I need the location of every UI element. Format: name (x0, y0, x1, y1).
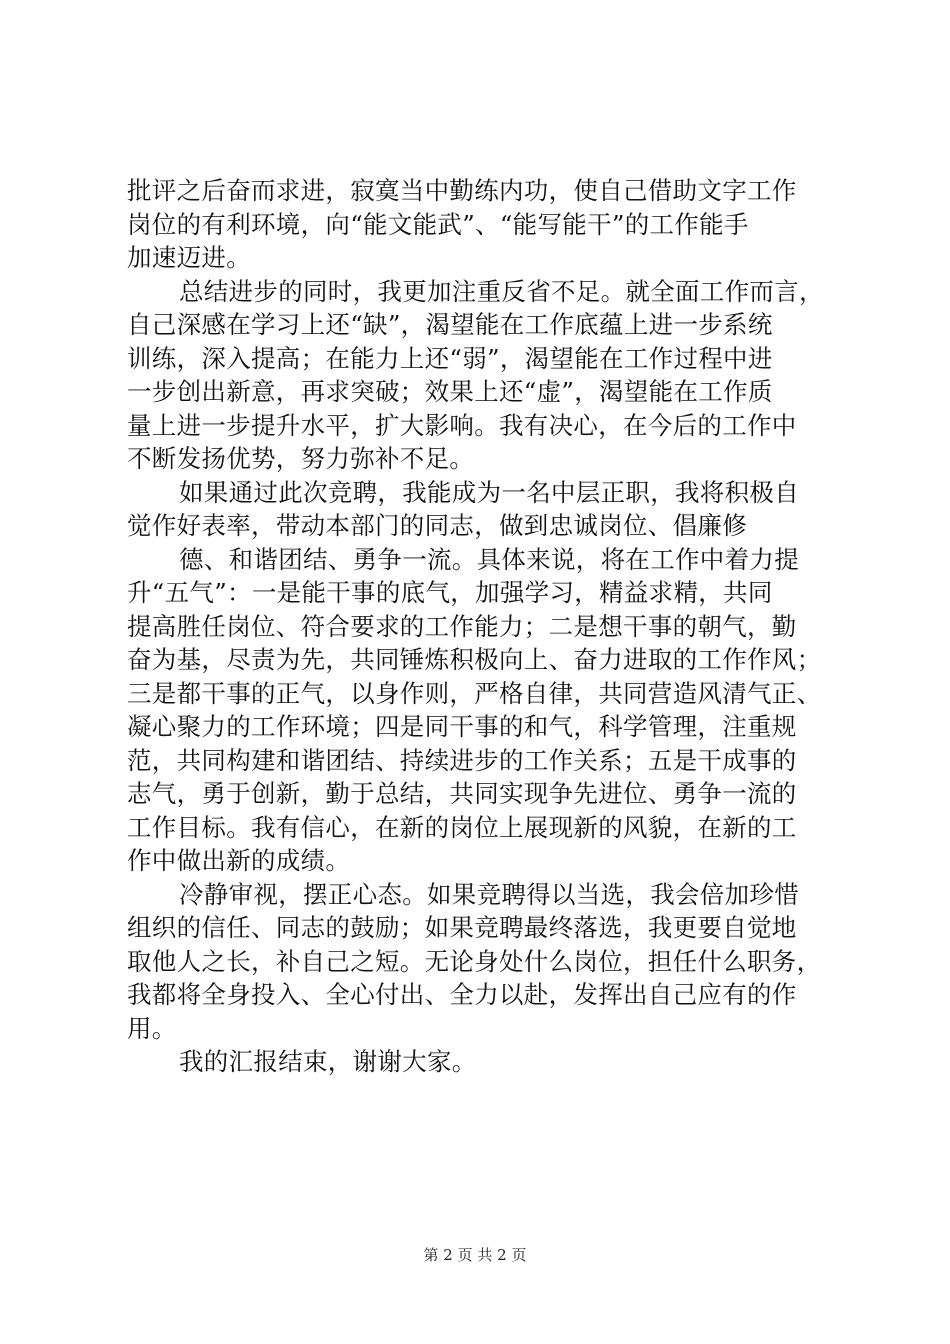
text-line: 我的汇报结束，谢谢大家。 (179, 1047, 477, 1076)
text-line: 升“五气”：一是能干事的底气，加强学习，精益求精，共同 (127, 578, 773, 607)
text-line: 三是都干事的正气，以身作则，严格自律，共同营造风清气正、 (127, 678, 822, 708)
document-body (127, 174, 832, 1079)
text-line: 范，共同构建和谐团结、持续进步的工作关系；五是干成事的 (127, 745, 797, 775)
text-line: 冷静审视，摆正心态。如果竞聘得以当选，我会倍加珍惜 (179, 879, 799, 909)
text-line: 如果通过此次竞聘，我能成为一名中层正职，我将积极自 (179, 477, 799, 507)
text-line: 总结进步的同时，我更加注重反省不足。就全面工作而言， (179, 276, 824, 306)
text-line: 自己深感在学习上还“缺”，渴望能在工作底蕴上进一步系统 (127, 310, 773, 339)
text-line: 取他人之长，补自己之短。无论身处什么岗位，担任什么职务， (127, 946, 822, 976)
text-line: 一步创出新意，再求突破；效果上还“虚”，渴望能在工作质 (127, 377, 773, 406)
text-line: 用。 (127, 1013, 177, 1043)
text-line: 志气，勇于创新，勤于总结，共同实现争先进位、勇争一流的 (127, 779, 797, 808)
text-line: 训练，深入提高；在能力上还“弱”，渴望能在工作过程中进 (127, 343, 773, 373)
text-line: 不断发扬优势，努力弥补不足。 (127, 444, 475, 473)
text-line: 德、和谐团结、勇争一流。具体来说，将在工作中着力提 (179, 544, 799, 574)
text-line: 凝心聚力的工作环境；四是同干事的和气，科学管理，注重规 (127, 712, 797, 741)
text-line: 觉作好表率，带动本部门的同志，做到忠诚岗位、倡廉修 (127, 511, 747, 540)
text-line: 奋为基，尽责为先，共同锤炼积极向上、奋力进取的工作作风； (127, 645, 822, 674)
page-footer: 第 2 页 共 2 页 (423, 1246, 527, 1264)
text-line: 加速迈进。 (127, 243, 251, 272)
text-line: 工作目标。我有信心，在新的岗位上展现新的风貌，在新的工 (127, 812, 797, 842)
text-line: 量上进一步提升水平，扩大影响。我有决心，在今后的工作中 (127, 410, 797, 440)
text-line: 我都将全身投入、全心付出、全力以赴，发挥出自己应有的作 (127, 980, 797, 1009)
text-line: 批评之后奋而求进，寂寞当中勤练内功，使自己借助文字工作 (127, 176, 797, 205)
text-line: 作中做出新的成绩。 (127, 846, 351, 875)
text-line: 组织的信任、同志的鼓励；如果竞聘最终落选，我更要自觉地 (127, 913, 797, 942)
text-line: 岗位的有利环境，向“能文能武”、“能写能干”的工作能手 (127, 209, 749, 239)
text-line: 提高胜任岗位、符合要求的工作能力；二是想干事的朝气，勤 (127, 611, 797, 641)
